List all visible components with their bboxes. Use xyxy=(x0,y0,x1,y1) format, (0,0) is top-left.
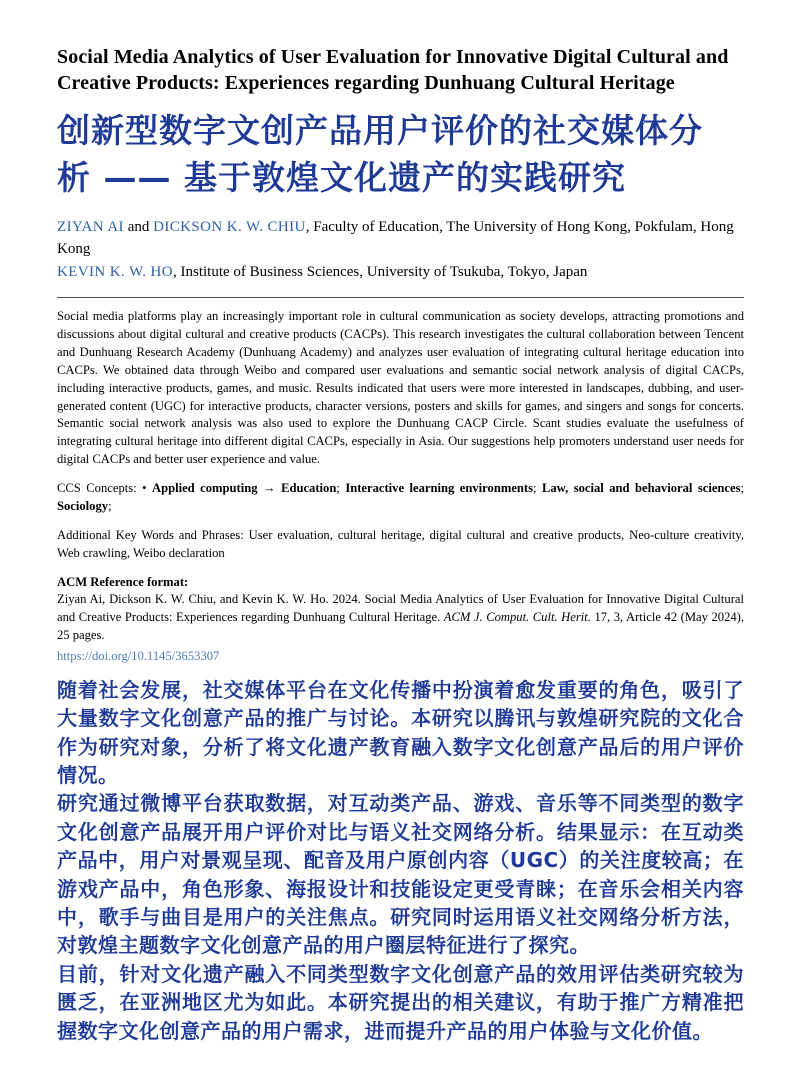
acm-reference-citation xyxy=(57,591,744,645)
keywords-text: User evaluation, cultural heritage, digital cultural and creative products, Neo-culture creativity, Web crawling, Weibo declaration xyxy=(57,527,744,560)
acm-reference-block xyxy=(57,574,744,668)
author-line-1 xyxy=(57,216,744,261)
citation-text-2: 17, 3, Article 42 (May 2024), 25 pages. xyxy=(57,610,745,643)
abstract-chinese-paragraph-1: 随着社会发展，社交媒体平台在文化传播中扮演着愈发重要的角色，吸引了大量数字文化创意产品的推广与讨论。本研究以腾讯与敦煌研究院的文化合作为研究对象，分析了将文化遗产教育融入数字文化创意产品后的用户评价情况。 xyxy=(57,677,744,787)
ccs-label: CCS Concepts: xyxy=(57,481,143,496)
ccs-separator-2: ; xyxy=(533,481,542,496)
acm-reference-heading: ACM Reference format: xyxy=(57,574,189,589)
paper-title-chinese: 创新型数字文创产品用户评价的社交媒体分析 —— 基于敦煌文化遗产的实践研究 xyxy=(57,111,703,197)
keywords-label: Additional Key Words and Phrases: xyxy=(57,527,249,542)
abstract-chinese-block xyxy=(57,676,744,1045)
header-divider xyxy=(57,297,744,298)
ccs-concepts xyxy=(57,480,744,516)
doi-link[interactable]: https://doi.org/10.1145/3653307 xyxy=(57,649,220,664)
ccs-bullet: • xyxy=(142,481,152,496)
citation-text-1: Ziyan Ai, Dickson K. W. Chiu, and Kevin K. W. Ho. 2024. Social Media Analytics of User Evaluation for Innovative Digital Cultural and Creative Products: Experiences regarding Dunhuang Cultural Heritage. xyxy=(57,592,744,625)
ccs-arrow: → xyxy=(257,481,282,496)
author-name-kevin-ho: KEVIN K. W. HO xyxy=(57,263,174,280)
citation-journal-name: ACM J. Comput. Cult. Herit. xyxy=(443,610,591,625)
ccs-terminator: ; xyxy=(108,498,112,513)
paper-title-english: Social Media Analytics of User Evaluation for Innovative Digital Cultural and Creative Products: Experiences regarding Dunhuang Cultural Heritage xyxy=(57,46,729,94)
ccs-concept-applied-computing: Applied computing xyxy=(151,481,258,496)
author-affiliation-hku: , Faculty of Education, The University of Hong Kong, Pokfulam, Hong Kong xyxy=(57,218,734,258)
abstract-chinese-paragraph-3: 目前，针对文化遗产融入不同类型数字文化创意产品的效用评估类研究较为匮乏，在亚洲地区尤为如此。本研究提出的相关建议，有助于推广方精准把握数字文化创意产品的用户需求，进而提升产品的用户体验与文化价值。 xyxy=(57,961,744,1043)
ccs-separator-1: ; xyxy=(336,481,346,496)
ccs-separator-3: ; xyxy=(740,481,745,496)
author-name-dickson-chiu: DICKSON K. W. CHIU xyxy=(153,218,306,235)
ccs-concept-law-social: Law, social and behavioral sciences xyxy=(541,481,741,496)
ccs-concept-sociology: Sociology xyxy=(57,498,109,513)
author-affiliation-tsukuba: , Institute of Business Sciences, University of Tsukuba, Tokyo, Japan xyxy=(173,263,588,280)
abstract-english: Social media platforms play an increasingly important role in cultural communication as society develops, attracting promotions and discussions about digital cultural and creative products (CACPs). This research investigates the cultural collaboration between Tencent and Dunhuang Research Academy (Dunhuang Academy) and analyzes user evaluation of integrating cultural heritage education into CACPs. We obtained data through Weibo and compared user evaluations and semantic social network analysis of digital CACPs, including interactive products, games, and music. Results indicated that users were more interested in landscapes, dubbing, and user-generated content (UGC) for interactive products, character versions, posters and skills for games, and singers and songs for concerts. Semantic social network analysis was also used to explore the Dunhuang CACP Circle. Scant studies evaluate the usefulness of integrating cultural heritage into different digital CACPs, especially in Asia. Our suggestions help promoters understand user needs for digital CACPs and better user experience and value. xyxy=(57,309,744,467)
author-line-2 xyxy=(57,261,744,284)
author-name-ziyan-ai: ZIYAN AI xyxy=(57,218,124,235)
ccs-concept-education: Education xyxy=(281,481,337,496)
doi-line xyxy=(57,645,744,668)
abstract-chinese-paragraph-2: 研究通过微博平台获取数据，对互动类产品、游戏、音乐等不同类型的数字文化创意产品展开用户评价对比与语义社交网络分析。结果显示：在互动类产品中，用户对景观呈现、配音及用户原创内容（UGC）的关注度较高；在游戏产品中，角色形象、海报设计和技能设定更受青睐；在音乐会相关内容中，歌手与曲目是用户的关注焦点。研究同时运用语义社交网络分析方法，对敦煌主题数字文化创意产品的用户圈层特征进行了探究。 xyxy=(57,791,744,958)
ccs-concept-interactive-learning: Interactive learning environments xyxy=(345,481,534,496)
author-conjunction: and xyxy=(123,218,154,235)
keywords xyxy=(57,527,744,563)
author-block xyxy=(57,216,744,284)
